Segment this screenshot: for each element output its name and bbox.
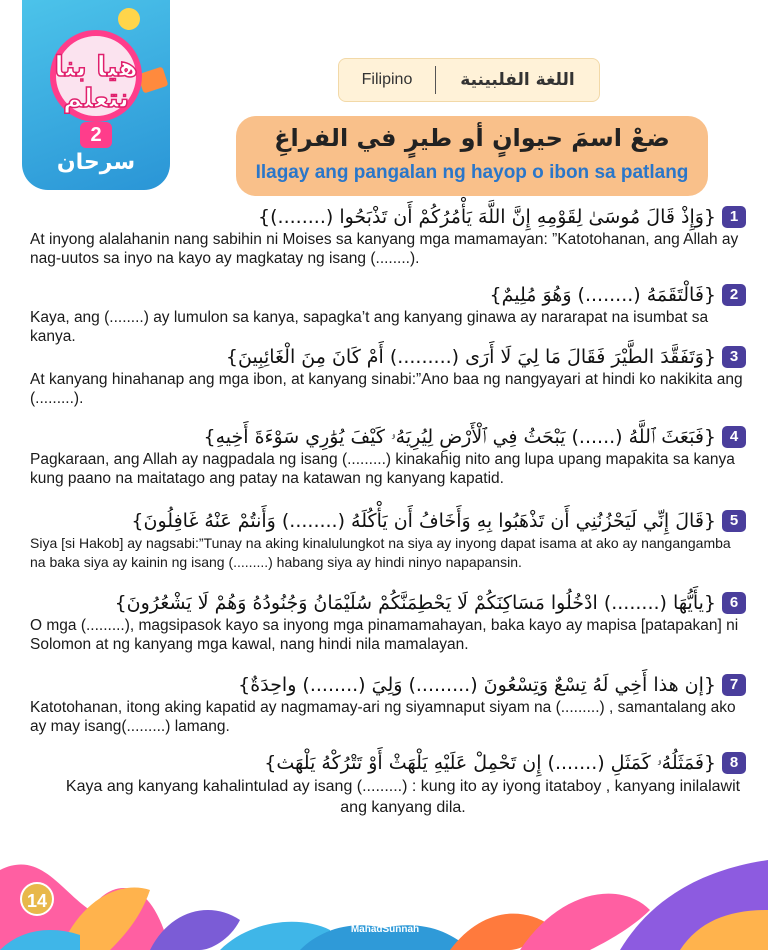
exercise-item-6 <box>30 592 746 654</box>
verse-arabic: {فَمَثَلُهُۥ كَمَثَلِ (.......) إِن تَحْمِلْ عَلَيْهِ يَلْهَثْ أَوْ تَتْرُكْهُ يَلْهَث} <box>264 752 716 774</box>
verse-arabic: {وَتَفَقَّدَ الطَّيْرَ فَقَالَ مَا لِيَ لَا أَرَى (.........) أَمْ كَانَ مِنَ الْغَائِبِينَ} <box>225 346 716 368</box>
verse-translation: Pagkaraan, ang Allah ay nagpadala ng isang (.........) kinakahig nito ang lupa upang mapakita sa kanya kung paano na maitatago ang patay na katawan ng kanyang kapatid. <box>30 451 735 487</box>
publisher-name: MahadSunnah <box>350 924 420 935</box>
exercise-item-8 <box>30 752 746 818</box>
title-filipino: Ilagay ang pangalan ng hayop o ibon sa patlang <box>255 162 689 183</box>
logo-number: 2 <box>80 122 112 148</box>
verse-translation: Kaya ang kanyang kahalintulad ay isang (.........) : kung ito ay iyong itataboy , kanyang inilalawit ang kanyang dila. <box>65 778 741 816</box>
verse-line <box>30 206 746 228</box>
page-number: 14 <box>20 882 54 916</box>
language-label <box>338 58 600 102</box>
verse-line <box>30 592 746 614</box>
verse-translation: At kanyang hinahanap ang mga ibon, at kanyang sinabi:”Ano baa ng nangyayari at hindi ko nakikita ang (.........). <box>30 371 743 407</box>
exercise-item-4 <box>30 426 746 488</box>
verse-arabic: {قَالَ إِنِّي لَيَحْزُنُنِي أَن تَذْهَبُوا بِهِ وَأَخَافُ أَن يَأْكُلَهُ (........) وَأَنتُمْ عَنْهُ غَافِلُونَ} <box>131 510 716 532</box>
item-number-badge: 3 <box>722 346 746 368</box>
exercise-item-5 <box>30 510 746 572</box>
item-number-badge: 1 <box>722 206 746 228</box>
exercise-item-3 <box>30 346 746 408</box>
verse-line <box>30 510 746 532</box>
title-arabic: ضعْ اسمَ حيوانٍ أو طيرٍ في الفراغِ <box>274 124 670 152</box>
lightbulb-icon <box>118 8 140 30</box>
verse-translation: At inyong alalahanin nang sabihin ni Moises sa kanyang mga mamamayan: ”Katotohanan, ang Allah ay nag-uutos sa inyo na kayo ay magkatay ng isang (........). <box>30 231 739 267</box>
series-logo <box>22 0 170 190</box>
verse-translation: Katotohanan, itong aking kapatid ay nagmamay-ari ng siyamnaput siyam na (.........) , samantalang ako ay may isang(.........) lamang. <box>30 699 736 735</box>
verse-arabic: {فَبَعَثَ ٱللَّهُ (......) يَبْحَثُ فِي ٱلْأَرْضِ لِيُرِيَهُۥ كَيْفَ يُوَٰرِي سَوْءَةَ أَخِيهِ} <box>203 426 716 448</box>
verse-line <box>30 426 746 448</box>
publisher-logo <box>350 880 420 944</box>
verse-line <box>30 346 746 368</box>
verse-arabic: {إن هذا أَخِي لَهُ تِسْعٌ وَتِسْعُونَ (.........) وَلِيَ (........) واحِدَةٌ} <box>238 674 716 696</box>
item-number-badge: 7 <box>722 674 746 696</box>
language-english: Filipino <box>361 71 413 88</box>
exercise-item-2 <box>30 284 746 346</box>
exercise-item-1 <box>30 206 746 268</box>
item-number-badge: 2 <box>722 284 746 306</box>
verse-translation: Kaya, ang (........) ay lumulon sa kanya, sapagka’t ang kanyang ginawa ay nararapat na isumbat sa kanya. <box>30 309 709 345</box>
item-number-badge: 6 <box>722 592 746 614</box>
exercise-item-7 <box>30 674 746 736</box>
logo-brand: سرحان <box>56 150 136 175</box>
verse-line <box>30 674 746 696</box>
logo-line1: هيا بنا <box>54 50 138 83</box>
item-number-badge: 4 <box>722 426 746 448</box>
publisher-mark: معهد السنة <box>360 880 410 922</box>
verse-translation: O mga (.........), magsipasok kayo sa inyong mga pinamamahayan, baka kayo ay mapisa [patapakan] ni Solomon at ng kanyang mga kawal, nang hindi nila mamalayan. <box>30 617 739 653</box>
language-arabic: اللغة الفلبينية <box>460 70 575 90</box>
verse-arabic: {فَالْتَقَمَهُ (........) وَهُوَ مُلِيمٌ} <box>489 284 716 306</box>
verse-line <box>30 752 746 774</box>
verse-arabic: {وَإِذْ قَالَ مُوسَىٰ لِقَوْمِهِ إِنَّ اللَّهَ يَأْمُرُكُمْ أَن تَذْبَحُوا (........)} <box>258 206 716 228</box>
verse-translation: Siya [si Hakob] ay nagsabi:”Tunay na aking kinalulungkot na siya ay inyong dapat isama at ako ay nangangamba na baka siya ay kainin ng isang (.........) habang siya ay hindi ninyo napapansin. <box>30 535 731 570</box>
verse-arabic: {يأَيُّهَا (........) ادْخُلُوا مَسَاكِنَكُمْ لَا يَحْطِمَنَّكُمْ سُلَيْمَانُ وَجُنُودُهُ وَهُمْ لَا يَشْعُرُونَ} <box>114 592 716 614</box>
exercise-title <box>236 116 708 196</box>
item-number-badge: 8 <box>722 752 746 774</box>
verse-line <box>30 284 746 306</box>
logo-line2: نتعلم <box>62 84 130 114</box>
item-number-badge: 5 <box>722 510 746 532</box>
